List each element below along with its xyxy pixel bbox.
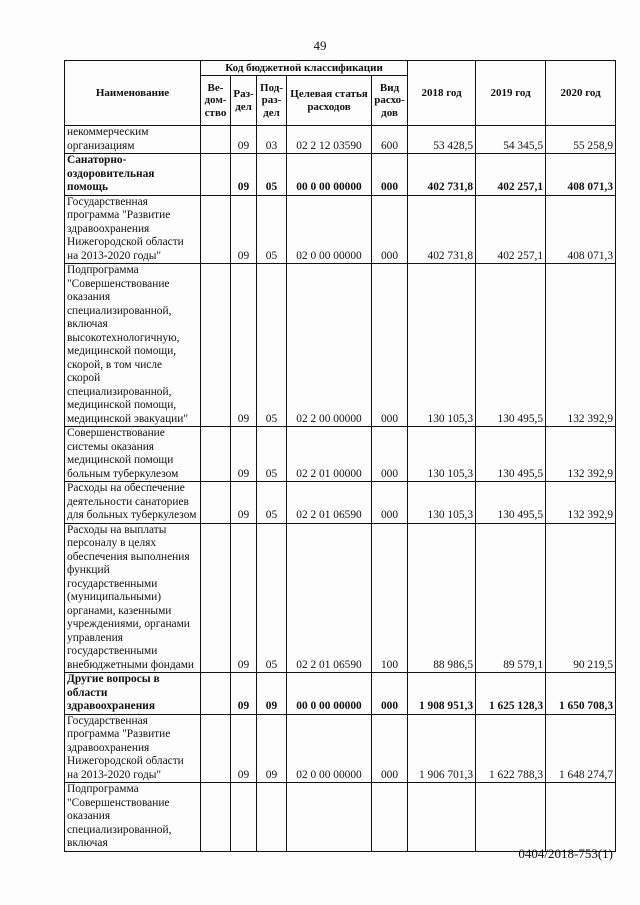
table-row	[65, 154, 616, 196]
row-name	[65, 783, 201, 852]
table-body	[65, 126, 616, 852]
row-name-line: Государственная	[67, 714, 148, 727]
row-razdel: 09	[231, 482, 257, 524]
row-razdel: 09	[231, 195, 257, 264]
row-name-line: скорой, в том числе	[67, 358, 163, 371]
header-vedomstvo: Ве-дом-ство	[201, 76, 231, 126]
row-name-line: учреждениями, органами	[67, 618, 190, 630]
row-vedomstvo	[201, 523, 231, 673]
row-value-2018: 402 731,8	[408, 154, 476, 196]
row-name-line: оздоровительная	[67, 167, 155, 180]
row-podrazdel: 05	[257, 195, 287, 264]
row-razdel	[231, 783, 257, 852]
row-target-article: 00 0 00 00000	[287, 154, 372, 196]
row-expense-type: 600	[372, 126, 408, 154]
row-name-line: Подпрограмма	[67, 783, 139, 795]
row-target-article	[287, 783, 372, 852]
row-name-line: некоммерческим	[67, 126, 149, 138]
row-name-line: (муниципальными)	[67, 591, 162, 603]
row-value-2020: 132 392,9	[546, 482, 616, 524]
header-2020: 2020 год	[546, 61, 616, 126]
row-value-2020: 408 071,3	[546, 154, 616, 196]
row-razdel: 09	[231, 154, 257, 196]
table-row	[65, 195, 616, 264]
row-podrazdel: 05	[257, 427, 287, 482]
row-target-article: 02 2 00 00000	[287, 264, 372, 427]
row-target-article: 02 2 01 00000	[287, 427, 372, 482]
header-razdel: Раз-дел	[231, 76, 257, 126]
row-name-line: Подпрограмма	[67, 264, 139, 276]
row-expense-type: 000	[372, 673, 408, 715]
row-name-line: персоналу в целях	[67, 537, 157, 549]
header-expense-type: Вид расхо-дов	[372, 76, 408, 126]
row-name-line: здравоохранения	[67, 700, 155, 712]
row-value-2020: 55 258,9	[546, 126, 616, 154]
row-target-article: 02 2 01 06590	[287, 523, 372, 673]
row-value-2019: 130 495,5	[476, 264, 546, 427]
row-name	[65, 427, 201, 482]
row-name-line: помощь	[67, 181, 108, 193]
table-row	[65, 126, 616, 154]
row-name-line: деятельности санаториев	[67, 495, 189, 508]
row-value-2019: 130 495,5	[476, 482, 546, 524]
table-header	[65, 61, 616, 126]
row-razdel: 09	[231, 264, 257, 427]
row-podrazdel: 05	[257, 154, 287, 196]
row-vedomstvo	[201, 154, 231, 196]
row-name-line: на 2013-2020 годы"	[67, 768, 162, 781]
header-podrazdel: Под-раз-дел	[257, 76, 287, 126]
row-vedomstvo	[201, 195, 231, 264]
table-row	[65, 427, 616, 482]
document-code: 0404/2018-753(1)	[518, 846, 613, 861]
row-name-line: "Совершенствование	[67, 277, 170, 290]
row-expense-type: 000	[372, 264, 408, 427]
row-target-article: 02 2 01 06590	[287, 482, 372, 524]
row-value-2019: 1 622 788,3	[476, 714, 546, 783]
row-name	[65, 154, 201, 196]
row-value-2020: 408 071,3	[546, 195, 616, 264]
row-razdel: 09	[231, 427, 257, 482]
budget-table	[64, 60, 616, 852]
row-expense-type: 000	[372, 714, 408, 783]
row-target-article: 00 0 00 00000	[287, 673, 372, 715]
row-target-article: 02 0 00 00000	[287, 195, 372, 264]
row-name-line: медицинской эвакуации"	[67, 412, 189, 425]
row-value-2018: 130 105,3	[408, 482, 476, 524]
table-row	[65, 714, 616, 783]
row-name-line: больным туберкулезом	[67, 467, 179, 480]
row-name-line: медицинской помощи	[67, 454, 174, 466]
row-expense-type: 000	[372, 482, 408, 524]
row-name-line: здравоохранения	[67, 741, 150, 754]
row-podrazdel	[257, 783, 287, 852]
row-value-2020: 1 650 708,3	[546, 673, 616, 715]
row-expense-type	[372, 783, 408, 852]
row-name-line: медицинской помощи,	[67, 345, 177, 357]
row-name-line: Государственная	[67, 195, 148, 208]
row-vedomstvo	[201, 264, 231, 427]
row-value-2018	[408, 783, 476, 852]
row-name-line: специализированной,	[67, 304, 172, 317]
table-row	[65, 482, 616, 524]
row-expense-type: 000	[372, 195, 408, 264]
row-name-line: для больных туберкулезом	[67, 509, 197, 521]
row-name	[65, 264, 201, 427]
header-target-article: Целевая статья расходов	[287, 76, 372, 126]
row-podrazdel: 05	[257, 482, 287, 524]
row-value-2018: 130 105,3	[408, 427, 476, 482]
table-row	[65, 783, 616, 852]
row-name-line: управления	[67, 631, 123, 644]
row-value-2019: 54 345,5	[476, 126, 546, 154]
row-value-2020: 132 392,9	[546, 427, 616, 482]
row-name	[65, 126, 201, 154]
row-target-article: 02 0 00 00000	[287, 714, 372, 783]
row-value-2020	[546, 783, 616, 852]
row-podrazdel: 09	[257, 714, 287, 783]
row-razdel: 09	[231, 714, 257, 783]
row-podrazdel: 09	[257, 673, 287, 715]
row-value-2018: 1 906 701,3	[408, 714, 476, 783]
row-name	[65, 195, 201, 264]
row-name-line: организациям	[67, 139, 135, 152]
row-razdel: 09	[231, 523, 257, 673]
row-name-line: программа "Развитие	[67, 728, 171, 740]
table-row	[65, 523, 616, 673]
row-podrazdel: 03	[257, 126, 287, 154]
row-value-2018: 1 908 951,3	[408, 673, 476, 715]
row-name-line: Нижегородской области	[67, 236, 184, 248]
row-target-article: 02 2 12 03590	[287, 126, 372, 154]
row-name-line: функций	[67, 564, 110, 576]
row-podrazdel: 05	[257, 264, 287, 427]
row-name-line: области	[67, 686, 108, 699]
row-razdel: 09	[231, 673, 257, 715]
row-name-line: Другие вопросы в	[67, 673, 160, 685]
row-name-line: включая	[67, 837, 108, 849]
row-name-line: медицинской помощи,	[67, 399, 177, 411]
row-name-line: "Совершенствование	[67, 796, 170, 809]
row-expense-type: 100	[372, 523, 408, 673]
row-vedomstvo	[201, 427, 231, 482]
row-name-line: высокотехнологичную,	[67, 331, 180, 344]
row-name-line: государственными	[67, 645, 158, 657]
row-vedomstvo	[201, 126, 231, 154]
row-value-2020: 90 219,5	[546, 523, 616, 673]
row-name-line: оказания	[67, 810, 111, 822]
row-name	[65, 523, 201, 673]
row-name	[65, 714, 201, 783]
row-value-2019: 89 579,1	[476, 523, 546, 673]
row-name	[65, 482, 201, 524]
row-name-line: Совершенствование	[67, 427, 165, 439]
row-expense-type: 000	[372, 154, 408, 196]
row-name	[65, 673, 201, 715]
row-name-line: органами, казенными	[67, 604, 172, 617]
row-name-line: на 2013-2020 годы"	[67, 249, 162, 262]
row-value-2019	[476, 783, 546, 852]
row-name-line: внебюджетными фондами	[67, 658, 195, 671]
header-budget-classification: Код бюджетной классификации	[201, 61, 408, 76]
row-value-2018: 130 105,3	[408, 264, 476, 427]
row-name-line: оказания	[67, 291, 111, 303]
row-value-2019: 402 257,1	[476, 154, 546, 196]
row-razdel: 09	[231, 126, 257, 154]
row-value-2019: 402 257,1	[476, 195, 546, 264]
row-name-line: специализированной,	[67, 823, 172, 836]
row-value-2019: 1 625 128,3	[476, 673, 546, 715]
row-value-2019: 130 495,5	[476, 427, 546, 482]
row-podrazdel: 05	[257, 523, 287, 673]
row-name-line: скорой	[67, 372, 101, 384]
row-name-line: Расходы на выплаты	[67, 523, 167, 536]
row-vedomstvo	[201, 714, 231, 783]
row-name-line: Расходы на обеспечение	[67, 482, 185, 494]
row-name-line: программа "Развитие	[67, 209, 171, 221]
page-number: 49	[313, 38, 327, 53]
row-name-line: Санаторно-	[67, 154, 127, 166]
row-name-line: обеспечения выполнения	[67, 550, 190, 563]
row-name-line: Нижегородской области	[67, 755, 184, 767]
row-value-2018: 53 428,5	[408, 126, 476, 154]
row-name-line: здравоохранения	[67, 222, 150, 235]
row-name-line: государственными	[67, 577, 158, 590]
table-row	[65, 673, 616, 715]
header-2018: 2018 год	[408, 61, 476, 126]
row-vedomstvo	[201, 783, 231, 852]
header-2019: 2019 год	[476, 61, 546, 126]
row-name-line: специализированной,	[67, 385, 172, 398]
row-value-2020: 1 648 274,7	[546, 714, 616, 783]
header-name: Наименование	[65, 61, 201, 126]
row-value-2018: 402 731,8	[408, 195, 476, 264]
row-name-line: включая	[67, 318, 108, 330]
table-row	[65, 264, 616, 427]
row-name-line: системы оказания	[67, 440, 155, 453]
row-value-2018: 88 986,5	[408, 523, 476, 673]
row-value-2020: 132 392,9	[546, 264, 616, 427]
row-expense-type: 000	[372, 427, 408, 482]
row-vedomstvo	[201, 482, 231, 524]
row-vedomstvo	[201, 673, 231, 715]
